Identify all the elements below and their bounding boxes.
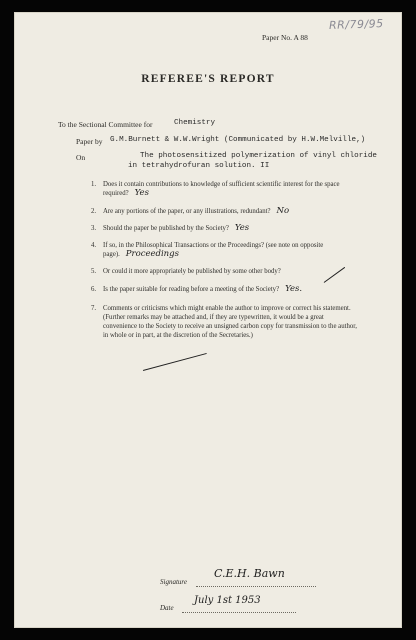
- page-title: REFEREE'S REPORT: [141, 73, 275, 85]
- question-number: 1.: [91, 181, 97, 188]
- archive-reference: RR/79/95: [329, 17, 385, 32]
- handwritten-answer: Yes: [134, 188, 149, 198]
- question-number: 3.: [91, 225, 97, 232]
- question-text: Are any portions of the paper, or any illustrations, redundant?: [103, 208, 271, 215]
- question-5: [91, 267, 359, 276]
- question-text: If so, in the Philosophical Transactions or the Proceedings? (see note on opposite page).: [103, 242, 324, 258]
- report-sheet: [14, 12, 402, 628]
- paper-authors: G.M.Burnett & W.W.Wright (Communicated by H.W.Melville,): [110, 136, 366, 144]
- question-text: Does it contain contributions to knowledge of sufficient scientific interest for the space required?: [103, 181, 340, 197]
- signature-line: [196, 586, 316, 587]
- date-line: [182, 612, 296, 613]
- committee-value: Chemistry: [174, 119, 216, 127]
- question-text: Is the paper suitable for reading before a meeting of the Society?: [103, 286, 280, 293]
- question-text: Or could it more appropriately be published by some other body?: [103, 268, 281, 275]
- date-value: July 1st 1953: [194, 595, 261, 606]
- date-label: Date: [160, 604, 174, 612]
- paper-number: Paper No. A 88: [262, 33, 308, 42]
- question-text: Should the paper be published by the Society?: [103, 225, 229, 232]
- question-4: [91, 241, 359, 259]
- on-label: On: [76, 153, 86, 162]
- question-text: Comments or criticisms which might enable the author to improve or correct his statement. (Further remarks may be attached and, if they are typewritten, it would be a great convenience to the Society to receive an unsigned carbon copy for transmission to the author, in whole or in part, at the discretion of the Secretaries.): [103, 305, 357, 339]
- handwritten-answer: Yes: [234, 223, 250, 233]
- paper-title-line-1: The photosensitized polymerization of vinyl chloride: [140, 152, 377, 160]
- handwritten-answer: Proceedings: [125, 249, 179, 259]
- question-number: 7.: [91, 305, 97, 312]
- question-number: 6.: [91, 286, 97, 293]
- question-6: [91, 285, 359, 294]
- handwritten-answer: No: [276, 206, 290, 216]
- question-number: 5.: [91, 268, 97, 275]
- pen-stroke: [143, 353, 207, 371]
- signature-label: Signature: [160, 578, 187, 586]
- question-3: [91, 224, 359, 233]
- question-number: 2.: [91, 208, 97, 215]
- question-1: [91, 180, 359, 198]
- paper-by-label: Paper by: [76, 137, 103, 146]
- question-2: [91, 207, 359, 216]
- paper-title-line-2: in tetrahydrofuran solution. II: [128, 162, 270, 170]
- signature-value: C.E.H. Bawn: [214, 567, 285, 580]
- question-number: 4.: [91, 242, 97, 249]
- committee-label: To the Sectional Committee for: [58, 120, 153, 129]
- question-7: [91, 304, 359, 340]
- handwritten-answer: Yes.: [285, 284, 303, 294]
